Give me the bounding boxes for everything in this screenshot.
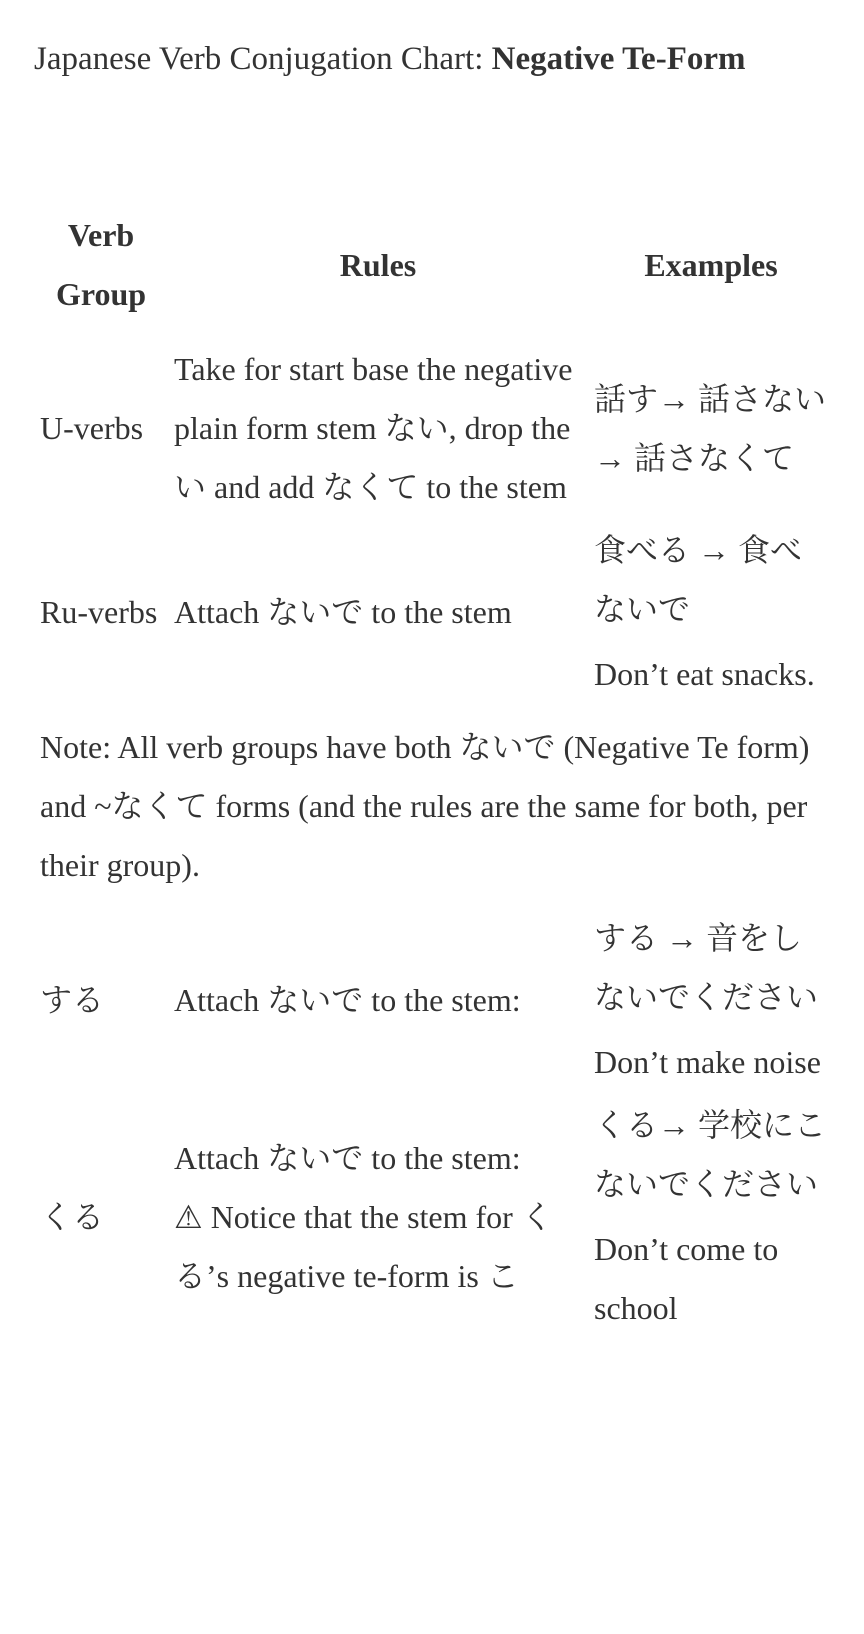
rule-cell: Attach ないで to the stem: — [174, 982, 521, 1018]
example-cell — [588, 907, 834, 1094]
example-english: Don’t come to school — [594, 1231, 779, 1326]
example-cell — [588, 1094, 834, 1340]
example-english: Don’t make noise — [594, 1044, 821, 1080]
example-japanese: くる→ 学校にこないでください — [594, 1107, 827, 1202]
rule-text: Attach ないで to the stem: — [174, 1139, 521, 1176]
table-row-ru-verbs — [34, 519, 834, 706]
group-cell: する — [40, 982, 105, 1018]
page-title — [34, 30, 834, 88]
group-cell: U-verbs — [40, 410, 144, 446]
example-cell — [588, 338, 834, 519]
table-header-row — [34, 200, 834, 338]
rule-cell — [168, 1094, 588, 1340]
rule-cell: Attach ないで to the stem — [174, 594, 512, 630]
example-english: Don’t eat snacks. — [594, 656, 815, 692]
example-japanese: 話す→ 話さない → 話さなくて — [594, 380, 827, 476]
header-rules: Rules — [339, 246, 417, 283]
table-row-kuru — [34, 1094, 834, 1340]
title-bold: Negative Te-Form — [491, 41, 746, 77]
group-cell: Ru-verbs — [40, 594, 158, 630]
example-japanese: 食べる → 食べないで — [594, 532, 803, 627]
table-note-row — [34, 706, 834, 907]
rule-warning-note: ⚠ Notice that the stem for くる’s negative te-form is こ — [174, 1198, 553, 1294]
note-text: Note: All verb groups have both ないで (Negative Te form) and ~なくて forms (and the rules are the same for both, per their group). — [40, 729, 810, 883]
header-verb-group: Verb Group — [55, 217, 147, 312]
table-row-suru — [34, 907, 834, 1094]
conjugation-table — [34, 200, 834, 1340]
table-row-u-verbs — [34, 338, 834, 519]
header-examples: Examples — [644, 246, 778, 283]
rule-cell: Take for start base the negative plain form stem ない, drop the い and add なくて to the stem — [174, 351, 573, 505]
example-cell — [588, 519, 834, 706]
group-cell: くる — [40, 1198, 105, 1235]
title-prefix: Japanese Verb Conjugation Chart: — [34, 41, 492, 77]
example-japanese: する → 音をしないでください — [594, 920, 819, 1015]
